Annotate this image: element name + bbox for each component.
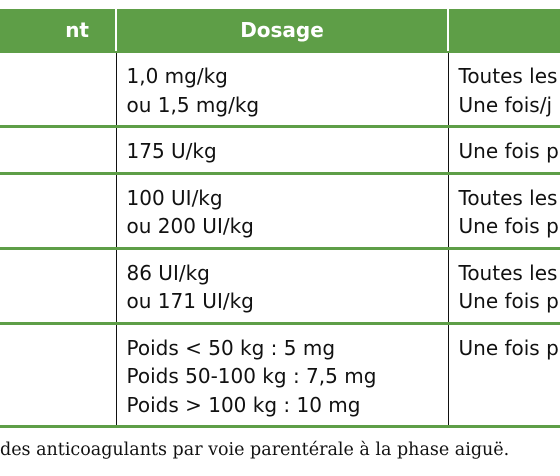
dosage-table-container	[0, 9, 560, 428]
dosage-cell	[116, 52, 448, 127]
dosage-line: ou 171 UI/kg	[126, 289, 254, 313]
row-label-cell	[0, 52, 116, 127]
dosage-line: 1,0 mg/kg	[126, 64, 228, 88]
dosage-table	[0, 9, 560, 428]
dosage-line: ou 1,5 mg/kg	[126, 92, 260, 117]
dosage-cell	[116, 127, 448, 174]
dosage-line: 86 UI/kg	[126, 260, 210, 285]
dosage-cell	[116, 173, 448, 248]
table-header-row	[0, 9, 560, 52]
table-row	[0, 248, 560, 323]
dosage-line: Poids 50-100 kg : 7,5 mg	[126, 364, 377, 388]
dosage-line: 100 UI/kg	[126, 185, 223, 210]
frequency-cell	[448, 52, 560, 127]
frequency-line: Une fois p	[458, 335, 559, 360]
table-row	[0, 173, 560, 248]
frequency-cell	[448, 323, 560, 427]
header-cell-col3	[448, 9, 560, 52]
frequency-line: Toutes les	[458, 64, 558, 88]
frequency-line: Une fois p	[458, 139, 559, 163]
frequency-line: Toutes les	[458, 185, 558, 210]
frequency-line: Une fois p	[458, 214, 559, 238]
dosage-line: Poids < 50 kg : 5 mg	[126, 335, 336, 360]
table-row	[0, 52, 560, 127]
frequency-line: Une fois p	[458, 289, 559, 313]
row-label-cell	[0, 173, 116, 248]
dosage-line: ou 200 UI/kg	[126, 214, 254, 238]
frequency-cell	[448, 248, 560, 323]
row-label-cell	[0, 248, 116, 323]
row-label-cell	[0, 323, 116, 427]
table-caption: des anticoagulants par voie parentérale à la phase aiguë.	[0, 440, 510, 460]
header-cell-col1: nt	[0, 9, 116, 52]
table-row	[0, 127, 560, 174]
dosage-line: 175 U/kg	[126, 139, 217, 163]
table-row	[0, 323, 560, 427]
frequency-cell	[448, 127, 560, 174]
dosage-cell	[116, 323, 448, 427]
dosage-cell	[116, 248, 448, 323]
frequency-line: Une fois/j	[458, 92, 553, 117]
row-label-cell	[0, 127, 116, 174]
header-cell-dosage: Dosage	[116, 9, 448, 52]
frequency-cell	[448, 173, 560, 248]
dosage-line: Poids > 100 kg : 10 mg	[126, 392, 361, 417]
frequency-line: Toutes les	[458, 260, 558, 285]
